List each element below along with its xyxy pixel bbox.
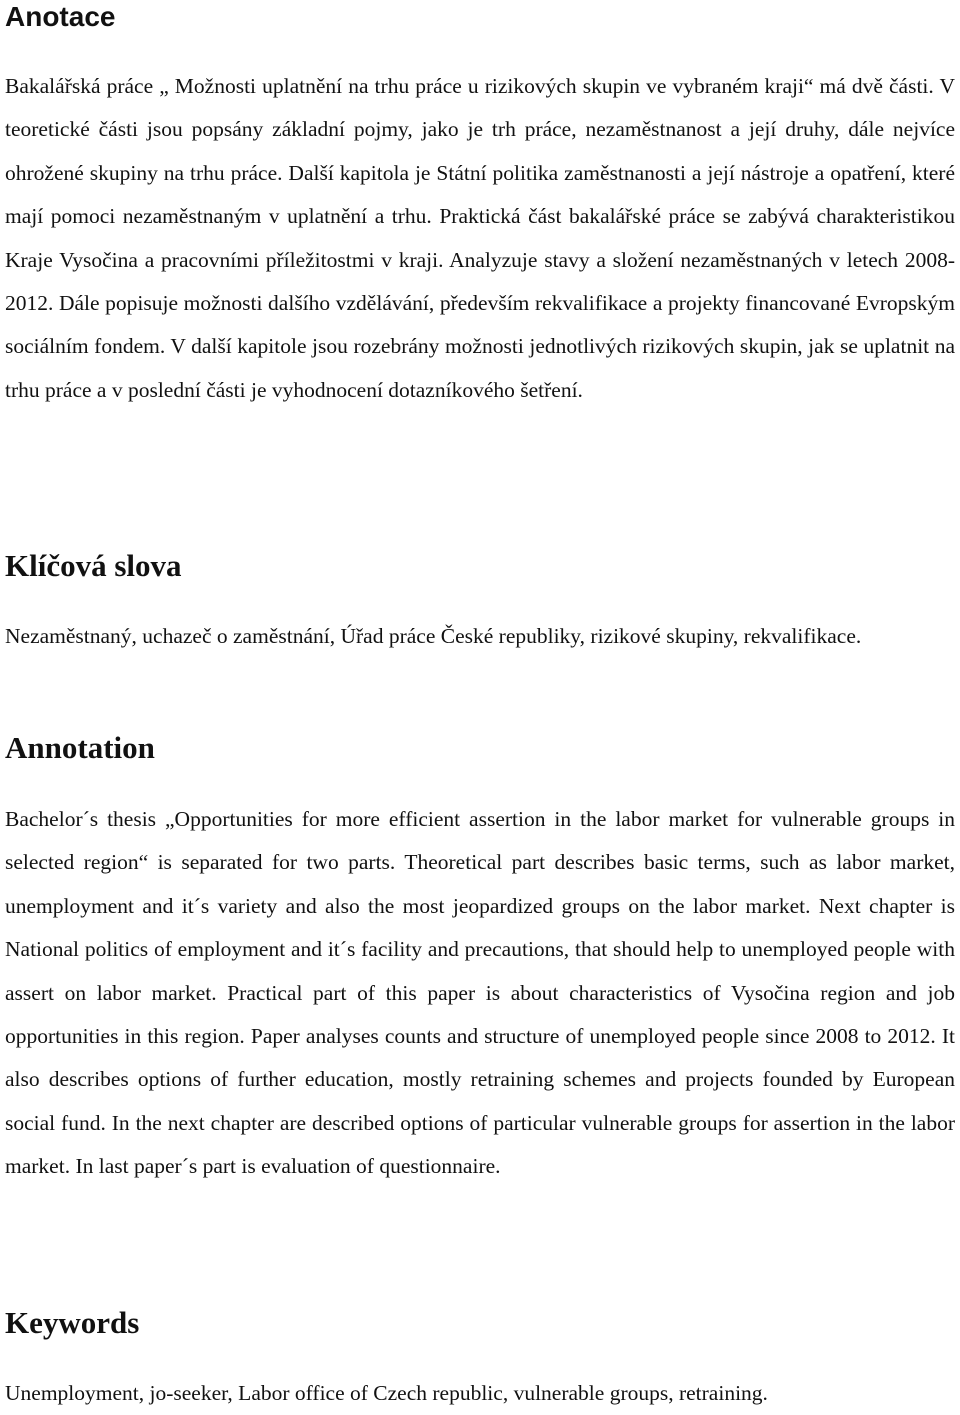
heading-keywords: Keywords <box>5 1305 140 1340</box>
heading-anotace: Anotace <box>5 1 116 32</box>
paragraph-annotation: Bachelor´s thesis „Opportunities for more efficient assertion in the labor market for vulnerable groups in selected region“ is separated for two parts. Theoretical part describes basic terms, such as labor market, unemployment and it´s variety and also the most jeopardized groups on the labor market. Next chapter is National politics of employment and it´s facility and precautions, that should help to unemployed people with assert on labor market. Practical part of this paper is about characteristics of Vysočina region and job opportunities in this region. Paper analyses counts and structure of unemployed people since 2008 to 2012. It also describes options of further education, mostly retraining schemes and projects founded by European social fund. In the next chapter are described options of particular vulnerable groups for assertion in the labor market. In last paper´s part is evaluation of questionnaire. <box>5 807 955 1179</box>
heading-annotation: Annotation <box>5 730 155 765</box>
paragraph-anotace: Bakalářská práce „ Možnosti uplatnění na trhu práce u rizikových skupin ve vybraném kraji“ má dvě části. V teoretické části jsou popsány základní pojmy, jako je trh práce, nezaměstnanost a její druhy, dále nejvíce ohrožené skupiny na trhu práce. Další kapitola je Státní politika zaměstnanosti a její nástroje a opatření, které mají pomoci nezaměstnaným v uplatnění a trhu. Praktická část bakalářské práce se zabývá charakteristikou Kraje Vysočina a pracovními příležitostmi v kraji. Analyzuje stavy a složení nezaměstnaných v letech 2008-2012. Dále popisuje možnosti dalšího vzdělávání, především rekvalifikace a projekty financované Evropským sociálním fondem. V další kapitole jsou rozebrány možnosti jednotlivých rizikových skupin, jak se uplatnit na trhu práce a v poslední části je vyhodnocení dotazníkového šetření. <box>5 74 955 402</box>
paragraph-keywords: Unemployment, jo-seeker, Labor office of Czech republic, vulnerable groups, retraining. <box>5 1381 768 1405</box>
heading-klicova-slova: Klíčová slova <box>5 548 182 583</box>
paragraph-klicova-slova: Nezaměstnaný, uchazeč o zaměstnání, Úřad práce České republiky, rizikové skupiny, rekvalifikace. <box>5 624 862 648</box>
